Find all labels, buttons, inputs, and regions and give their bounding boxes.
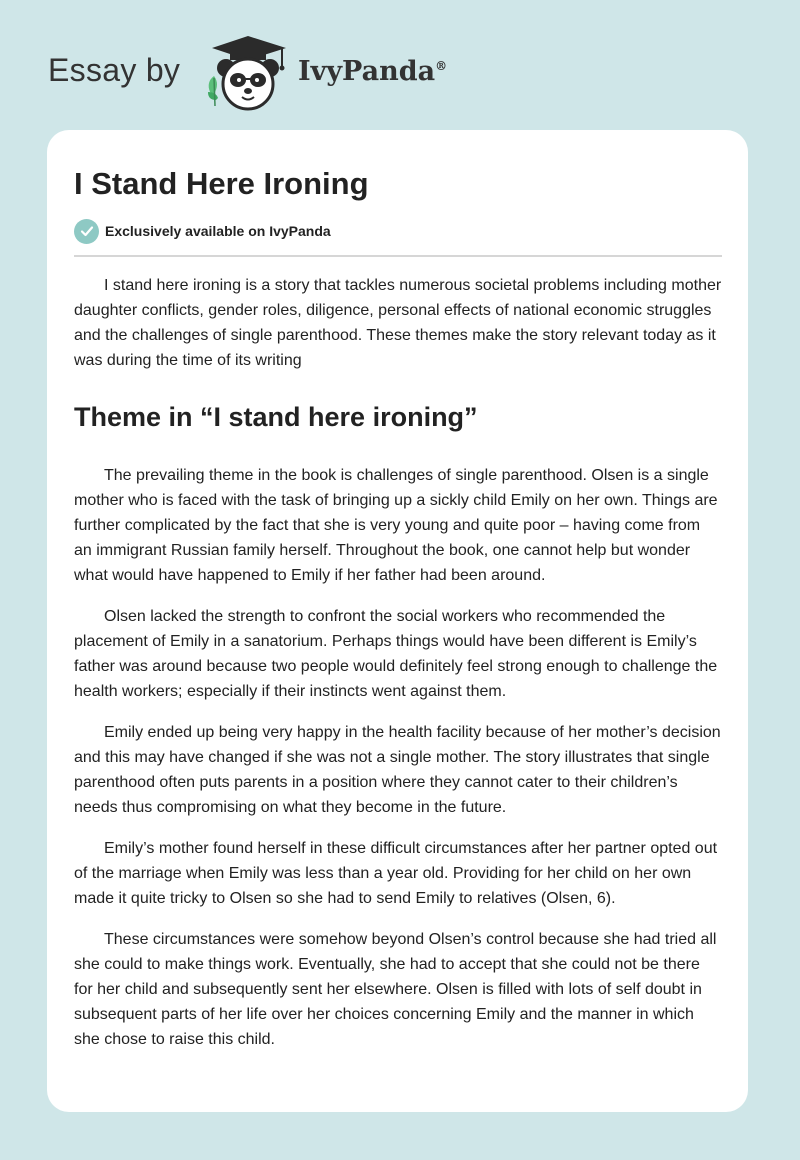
body-paragraph: Emily ended up being very happy in the health facility because of her mother’s decision and this may have changed if she was not a single mother. The story illustrates that single parenthood often puts parents in a position where they cannot cater to their children’s needs thus compromising on what they become in the future. [74, 724, 721, 816]
brand-name: IvyPanda® [298, 56, 448, 87]
brand-header[interactable] [48, 34, 468, 114]
page-title: I Stand Here Ironing [74, 166, 369, 201]
checkmark-icon [74, 219, 99, 244]
intro-paragraph: I stand here ironing is a story that tackles numerous societal problems including mother daughter conflicts, gender roles, diligence, personal effects of national economic struggles and the challenges of single parenthood. These themes make the story relevant today as it was during the time of its writing [74, 277, 722, 369]
panda-graduate-icon [202, 34, 294, 114]
body-paragraph: Olsen lacked the strength to confront the social workers who recommended the placement of Emily in a sanatorium. Perhaps things would have been different is Emily’s father was around because two people would definitely feel strong enough to challenge the health workers; especially if their instincts went against them. [74, 608, 718, 700]
article-card [47, 130, 748, 1112]
exclusive-badge [74, 218, 722, 244]
body-paragraph: These circumstances were somehow beyond Olsen’s control because she had tried all she could to make things work. Eventually, she had to accept that she could not be there for her child and subsequently sent her elsewhere. Olsen is filled with lots of self doubt in subsequent parts of her life over her choices concerning Emily and the manner in which she chose to raise this child. [74, 931, 717, 1048]
brand-prefix: Essay by [48, 52, 181, 88]
divider [74, 255, 722, 257]
body-paragraph: Emily’s mother found herself in these difficult circumstances after her partner opted out of the marriage when Emily was less than a year old. Providing for her child on her own made it quite tricky to Olsen so she had to send Emily to relatives (Olsen, 6). [74, 840, 718, 907]
exclusive-text: Exclusively available on IvyPanda [105, 223, 331, 239]
body-paragraph: The prevailing theme in the book is challenges of single parenthood. Olsen is a single mother who is faced with the task of bringing up a sickly child Emily on her own. Things are further complicated by the fact that she is very young and quite poor – having come from an immigrant Russian family herself. Throughout the book, one cannot help but wonder what would have happened to Emily if her father had been around. [74, 467, 718, 584]
section-heading: Theme in “I stand here ironing” [74, 402, 478, 432]
